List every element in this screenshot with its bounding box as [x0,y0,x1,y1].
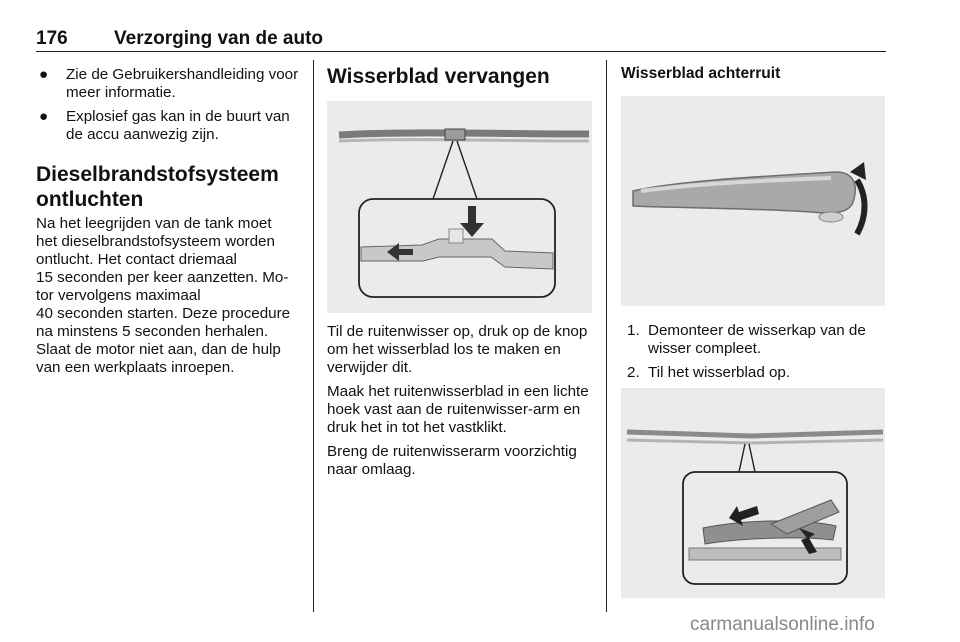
list-item: 1. Demonteer de wisserkap van de wisser compleet. [627,322,866,357]
column-divider-2 [606,60,607,612]
step-list [621,322,886,382]
wiper-lift-illustration [621,388,885,598]
bullet-icon: ● [39,66,49,83]
list-item: ● Zie de Gebruikershandleiding voor meer informatie. [39,66,299,101]
wiper-instructions: Til de ruitenwisser op, druk op de knop om het wisserblad los te maken en verwijder dit. Maak het ruitenwisserblad in een lichte hoek vast aan de ruitenwisser-arm en druk het in tot het vastklikt. Breng de ruitenwisserarm voorzichtig naar omlaag. [327,323,589,478]
page-number: 176 [36,28,68,49]
section-heading-rear-wiper: Wisserblad achterruit [621,65,781,82]
column-middle [327,64,592,485]
page-header [36,28,886,52]
wiper-blade-illustration [327,101,592,313]
header-divider [36,51,886,52]
bullet-list [36,66,302,144]
section-heading-diesel: Dieselbrandstofsysteem ontluchten [36,163,279,211]
section-heading-wiper: Wisserblad vervangen [327,65,550,88]
wiper-blade-figure [327,101,592,313]
column-left [36,64,302,377]
wiper-lift-figure [621,388,885,598]
bullet-icon: ● [39,108,49,125]
rear-wiper-cap-figure [621,96,885,306]
watermark-text: carmanualsonline.info [690,614,875,635]
rear-wiper-cap-illustration [621,96,885,306]
column-divider-1 [313,60,314,612]
chapter-title: Verzorging van de auto [114,28,324,49]
list-item: ● Explosief gas kan in de buurt van de accu aanwezig zijn. [39,108,290,143]
column-right [621,64,886,598]
list-item: 2. Til het wisserblad op. [627,364,791,381]
diesel-paragraph: Na het leegrijden van de tank moet het dieselbrandstofsysteem worden ontlucht. Het contact driemaal 15 seconden per keer aanzetten. Mo- tor vervolgens maximaal 40 seconden starten. Deze procedure na minstens 5 seconden herhalen. Slaat de motor niet aan, dan de hulp van een werkplaats inroepen. [36,215,291,376]
